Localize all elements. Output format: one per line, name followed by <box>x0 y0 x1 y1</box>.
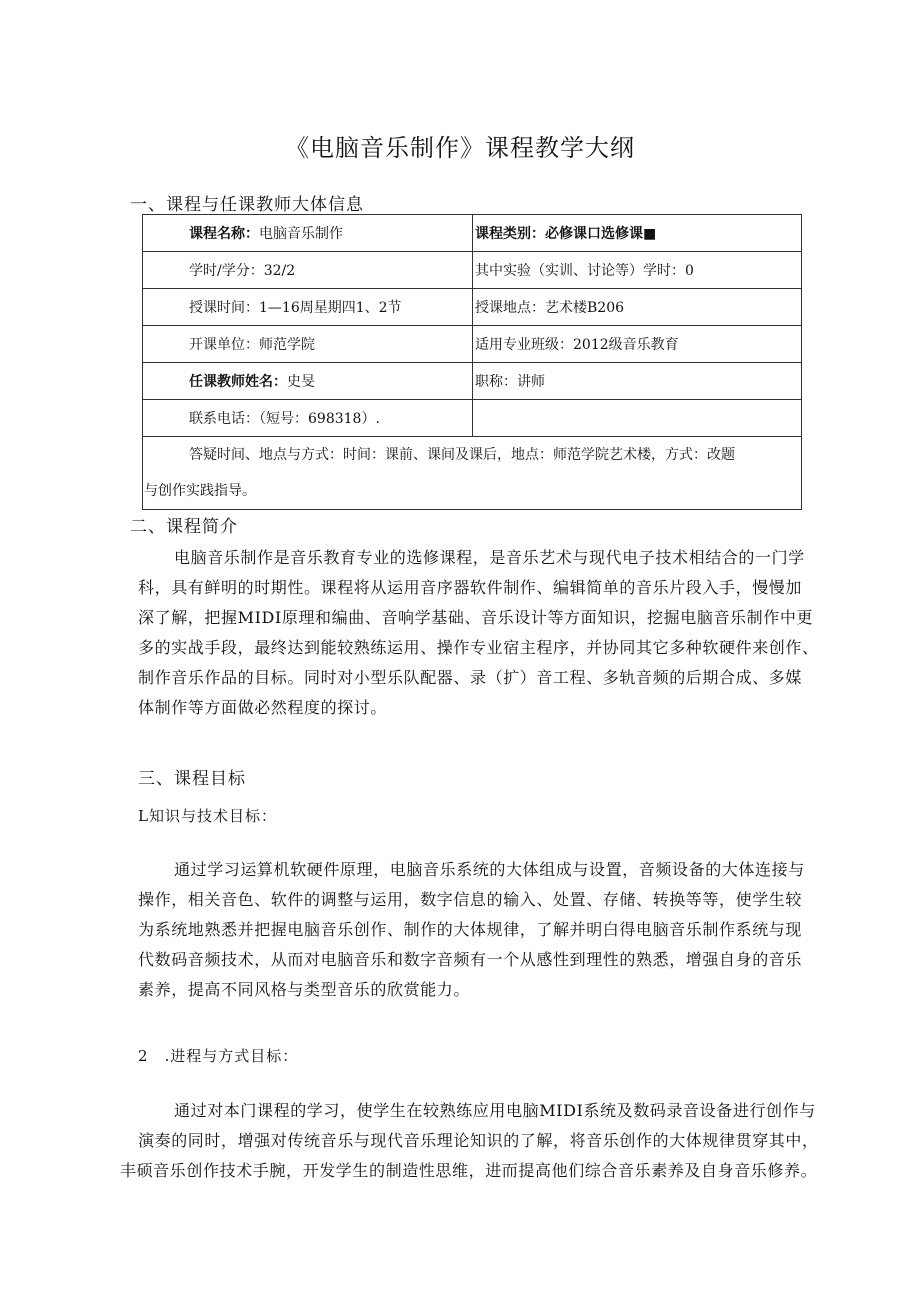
table-row <box>143 289 802 326</box>
hours-credits-cell: 学时/学分：32/2 <box>143 252 473 289</box>
table-row <box>143 400 802 437</box>
course-name-label: 课程名称： <box>189 226 259 242</box>
text-line: 通过对本门课程的学习，使学生在较熟练应用电脑MIDI系统及数码录音设备进行创作与 <box>174 1101 816 1120</box>
qa-cell <box>143 437 802 510</box>
dept-cell: 开课单位：师范学院 <box>143 326 473 363</box>
classes-cell: 适用专业班级：2012级音乐教育 <box>473 326 802 363</box>
table-row <box>143 363 802 400</box>
text-line: 科，具有鲜明的时期性。课程将从运用音序器软件制作、编辑简单的音乐片段入手，慢慢加 <box>138 578 803 597</box>
table-row <box>143 437 802 510</box>
goal1-paragraph <box>138 855 805 1005</box>
course-info-table <box>142 214 802 510</box>
text-line: 素养，提高不同风格与类型音乐的欣赏能力。 <box>138 980 471 999</box>
text-line: 制作音乐作品的目标。同时对小型乐队配器、录（扩）音工程、多轨音频的后期合成、多媒 <box>138 668 803 687</box>
rank-cell: 职称：讲师 <box>473 363 802 400</box>
section-heading-3: 三、课程目标 <box>138 769 246 789</box>
time-cell: 授课时间：1—16周星期四1、2节 <box>143 289 473 326</box>
text-line: 电脑音乐制作是音乐教育专业的选修课程，是音乐艺术与现代电子技术相结合的一门学 <box>174 548 805 567</box>
section-heading-2: 二、课程简介 <box>130 517 238 537</box>
qa-line: 与创作实践指导。 <box>144 483 256 499</box>
document-title: 《电脑音乐制作》课程教学大纲 <box>285 134 635 162</box>
text-line: 演奏的同时，增强对传统音乐与现代音乐理论知识的了解，将音乐创作的大体规律贯穿其中， <box>138 1131 819 1150</box>
text-line: 操作，相关音色、软件的调整与运用，数字信息的输入、处置、存储、转换等等，使学生较 <box>138 890 803 909</box>
teacher-cell <box>143 363 473 400</box>
table-row <box>143 326 802 363</box>
lab-hours-cell: 其中实验（实训、讨论等）学时：0 <box>473 252 802 289</box>
empty-cell <box>473 400 802 437</box>
teacher-value: 史旻 <box>287 374 315 390</box>
table-row <box>143 215 802 252</box>
course-type-cell: 课程类别：必修课口选修课■ <box>473 215 802 252</box>
goal1-heading: L知识与技术目标： <box>138 807 277 825</box>
teacher-label: 任课教师姓名： <box>189 374 287 390</box>
intro-paragraph <box>138 543 819 723</box>
section-heading-1: 一、课程与任课教师大体信息 <box>130 195 364 215</box>
place-cell: 授课地点：艺术楼B206 <box>473 289 802 326</box>
qa-line: 答疑时间、地点与方式：时间：课前、课间及课后，地点：师范学院艺术楼，方式：改题 <box>189 447 735 463</box>
goal2-paragraph <box>120 1096 819 1186</box>
table-row <box>143 252 802 289</box>
text-line: 代数码音频技术，从而对电脑音乐和数字音频有一个从感性到理性的熟悉，增强自身的音乐 <box>138 950 803 969</box>
course-name-value: 电脑音乐制作 <box>259 226 343 242</box>
text-line: 深了解，把握MIDI原理和编曲、音响学基础、音乐设计等方面知识，挖掘电脑音乐制作中更 <box>138 608 814 627</box>
text-line: 为系统地熟悉并把握电脑音乐创作、制作的大体规律，了解并明白得电脑音乐制作系统与现 <box>138 920 803 939</box>
course-name-cell <box>143 215 473 252</box>
goal2-heading: 2 .进程与方式目标： <box>138 1047 299 1065</box>
text-line: 多的实战手段，最终达到能较熟练运用、操作专业宿主程序，并协同其它多种软硬件来创作、 <box>138 638 819 657</box>
text-line: 通过学习运算机软硬件原理，电脑音乐系统的大体组成与设置，音频设备的大体连接与 <box>174 860 805 879</box>
phone-cell: 联系电话：（短号：698318）. <box>143 400 473 437</box>
text-line: 丰硕音乐创作技术手腕，开发学生的制造性思维，进而提高他们综合音乐素养及自身音乐修养。 <box>120 1161 818 1180</box>
text-line: 体制作等方面做必然程度的探讨。 <box>138 698 388 717</box>
